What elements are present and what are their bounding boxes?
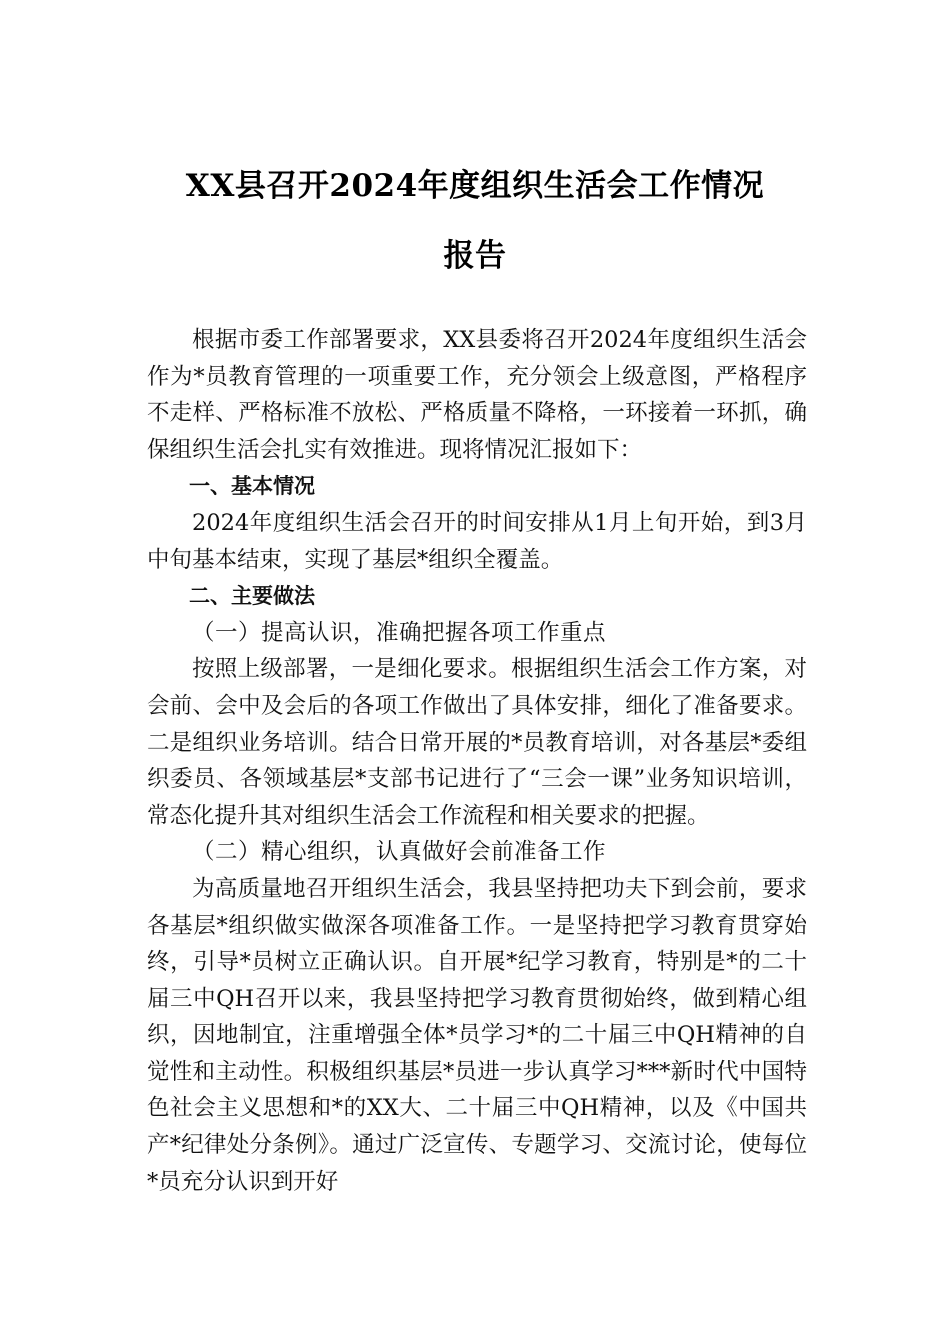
intro-paragraph: 根据市委工作部署要求，XX县委将召开2024年度组织生活会作为*员教育管理的一项重要工作，充分领会上级意图，严格程序不走样、严格标准不放松、严格质量不降格，一环接着一环抓，确保组织生活会扎实有效推进。现将情况汇报如下： — [147, 327, 807, 463]
document-body — [147, 322, 807, 1200]
subsection-heading-2: （二）精心组织，认真做好会前准备工作 — [192, 839, 607, 866]
subsection-1-paragraph: 按照上级部署，一是细化要求。根据组织生活会工作方案，对会前、会中及会后的各项工作做出了具体安排，细化了准备要求。二是组织业务培训。结合日常开展的*员教育培训，对各基层*委组织委员、各领域基层*支部书记进行了“三会一课”业务知识培训，常态化提升其对组织生活会工作流程和相关要求的把握。 — [147, 656, 807, 829]
subsection-2-paragraph: 为高质量地召开组织生活会，我县坚持把功夫下到会前，要求各基层*组织做实做深各项准备工作。一是坚持把学习教育贯穿始终，引导*员树立正确认识。自开展*纪学习教育，特别是*的二十届三中QH召开以来，我县坚持把学习教育贯彻始终，做到精心组织，因地制宜，注重增强全体*员学习*的二十届三中QH精神的自觉性和主动性。积极组织基层*员进一步认真学习***新时代中国特色社会主义思想和*的XX大、二十届三中QH精神，以及《中国共产*纪律处分条例》。通过广泛宣传、专题学习、交流讨论，使每位*员充分认识到开好 — [147, 875, 807, 1195]
section-heading-methods: 二、主要做法 — [189, 584, 315, 609]
subsection-heading-1: （一）提高认识，准确把握各项工作重点 — [192, 619, 607, 646]
section-heading-basic: 一、基本情况 — [189, 474, 315, 499]
document-title-line2: 报告 — [443, 238, 507, 274]
basic-paragraph: 2024年度组织生活会召开的时间安排从1月上旬开始，到3月中旬基本结束，实现了基层*组织全覆盖。 — [147, 509, 807, 573]
document-title-line1: XX县召开2024年度组织生活会工作情况 — [185, 168, 765, 204]
